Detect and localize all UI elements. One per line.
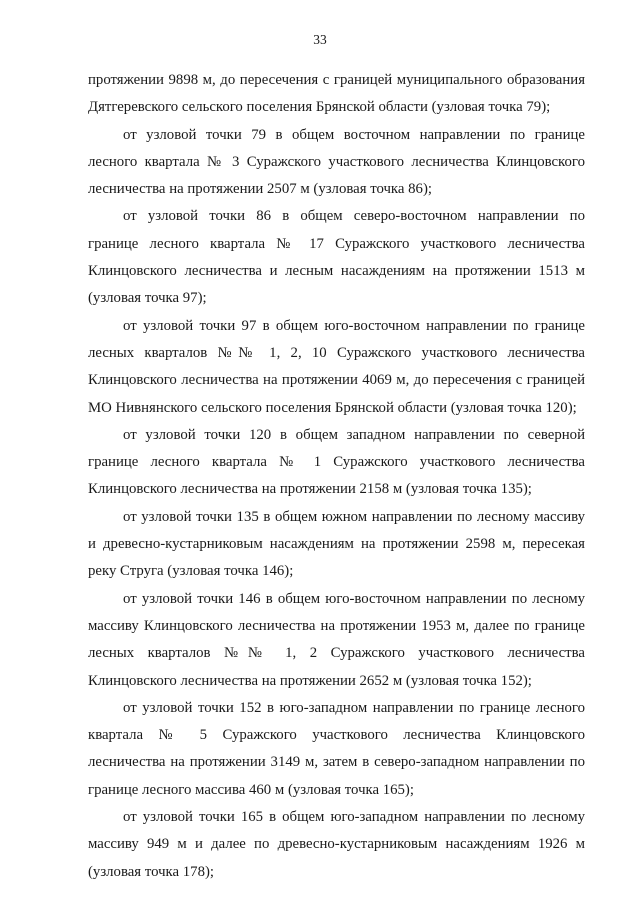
paragraph xyxy=(88,586,585,695)
text-line: от узловой точки 97 в общем юго-восточном направлении по границе xyxy=(123,317,585,334)
text-line: Дятгеревского сельского поселения Брянской области (узловая точка 79); xyxy=(88,99,551,116)
paragraph xyxy=(88,122,585,204)
text-line: лесных кварталов №№ 1, 2, 10 Суражского участкового лесничества xyxy=(88,344,585,361)
text-line: квартала № 5 Суражского участкового лесничества Клинцовского xyxy=(88,727,585,744)
paragraph xyxy=(88,804,585,886)
paragraph xyxy=(88,313,585,422)
text-line: от узловой точки 146 в общем юго-восточном направлении по лесному xyxy=(123,590,585,607)
text-line: от узловой точки 79 в общем восточном направлении по границе xyxy=(123,126,585,143)
page-number: 33 xyxy=(313,32,327,47)
paragraph xyxy=(88,203,585,312)
text-line: лесного квартала № 3 Суражского участкового лесничества Клинцовского xyxy=(88,153,585,170)
text-line: границе лесного массива 460 м (узловая точка 165); xyxy=(88,781,414,798)
text-line: реку Струга (узловая точка 146); xyxy=(88,563,294,580)
text-line: МО Нивнянского сельского поселения Брянской области (узловая точка 120); xyxy=(88,399,577,416)
text-line: лесных кварталов №№ 1, 2 Суражского участкового лесничества xyxy=(88,645,585,662)
text-line: границе лесного квартала № 17 Суражского участкового лесничества xyxy=(88,235,585,252)
text-line: Клинцовского лесничества на протяжении 2652 м (узловая точка 152); xyxy=(88,672,532,689)
document-body xyxy=(88,67,585,886)
text-line: от узловой точки 135 в общем южном направлении по лесному массиву xyxy=(123,508,585,525)
text-line: (узловая точка 97); xyxy=(88,290,207,307)
paragraph xyxy=(88,695,585,804)
text-line: Клинцовского лесничества на протяжении 4069 м, до пересечения с границей xyxy=(88,372,585,389)
text-line: и древесно-кустарниковым насаждениям на протяжении 2598 м, пересекая xyxy=(88,536,585,553)
text-line: Клинцовского лесничества и лесным насаждениям на протяжении 1513 м xyxy=(88,263,585,280)
text-line: границе лесного квартала № 1 Суражского участкового лесничества xyxy=(88,454,585,471)
text-line: от узловой точки 86 в общем северо-восточном направлении по xyxy=(123,208,585,225)
paragraph xyxy=(88,422,585,504)
text-line: Клинцовского лесничества на протяжении 2158 м (узловая точка 135); xyxy=(88,481,532,498)
text-line: массиву 949 м и далее по древесно-кустарниковым насаждениям 1926 м xyxy=(88,836,585,853)
text-line: (узловая точка 178); xyxy=(88,863,215,880)
text-line: лесничества на протяжении 2507 м (узловая точка 86); xyxy=(88,181,432,198)
text-line: от узловой точки 165 в общем юго-западном направлении по лесному xyxy=(123,809,585,826)
text-line: массиву Клинцовского лесничества на протяжении 1953 м, далее по границе xyxy=(88,617,585,634)
text-line: протяжении 9898 м, до пересечения с границей муниципального образования xyxy=(88,72,585,88)
text-line: от узловой точки 152 в юго-западном направлении по границе лесного xyxy=(123,699,585,716)
text-line: лесничества на протяжении 3149 м, затем в северо-западном направлении по xyxy=(88,754,585,771)
paragraph xyxy=(88,504,585,586)
text-line: от узловой точки 120 в общем западном направлении по северной xyxy=(123,426,585,443)
paragraph xyxy=(88,67,585,122)
